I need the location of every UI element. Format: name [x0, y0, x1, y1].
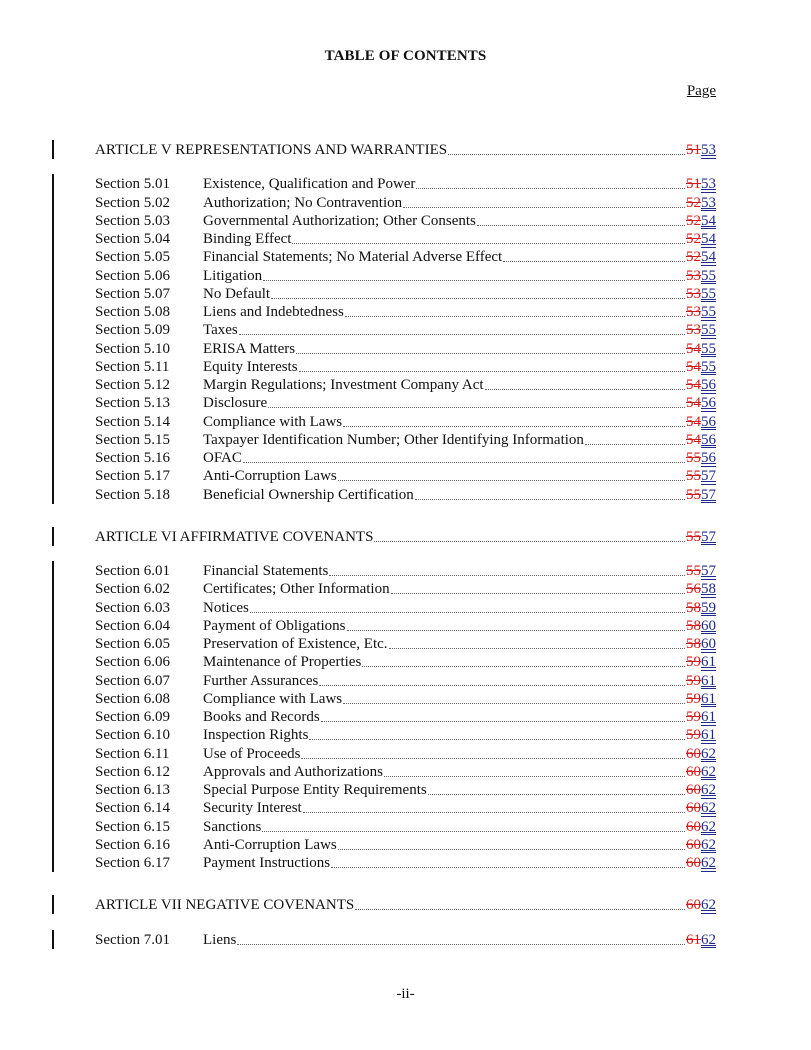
dot-leader — [477, 224, 685, 226]
deleted-page-number: 55 — [686, 486, 701, 503]
section-title: Payment Instructions — [203, 855, 331, 871]
toc-section-entry[interactable] — [95, 431, 716, 449]
section-title: Preservation of Existence, Etc. — [203, 636, 388, 652]
deleted-page-number: 59 — [686, 709, 701, 725]
inserted-page-number[interactable]: 62 — [701, 897, 716, 914]
section-title: Margin Regulations; Investment Company Act — [203, 377, 484, 393]
section-title: Approvals and Authorizations — [203, 763, 383, 780]
toc-section-entry[interactable] — [95, 726, 716, 744]
toc-section-entry[interactable] — [95, 818, 716, 836]
toc-section-entry[interactable] — [95, 449, 716, 467]
section-number: Section 7.01 — [95, 931, 170, 948]
article-title: ARTICLE V REPRESENTATIONS AND WARRANTIES — [95, 142, 448, 158]
dot-leader — [416, 187, 685, 189]
toc-section-entry[interactable] — [95, 248, 716, 266]
deleted-page-number: 61 — [686, 931, 701, 948]
section-number: Section 6.07 — [95, 672, 170, 689]
section-number: Section 6.10 — [95, 727, 170, 744]
dot-leader — [338, 479, 685, 481]
deleted-page-number: 54 — [686, 395, 701, 412]
toc-section-entry[interactable] — [95, 486, 716, 504]
section-title: Security Interest — [203, 800, 302, 817]
section-number: Section 5.09 — [95, 322, 170, 339]
dot-leader — [338, 848, 685, 850]
toc-section-entry[interactable] — [95, 230, 716, 248]
deleted-page-number: 53 — [686, 304, 701, 320]
section-number: Section 6.09 — [95, 709, 170, 725]
deleted-page-number: 60 — [686, 855, 701, 871]
inserted-page-number[interactable]: 56 — [701, 377, 716, 393]
dot-leader — [347, 629, 686, 631]
dot-leader — [403, 206, 685, 208]
deleted-page-number: 54 — [686, 358, 701, 375]
toc-section-entry[interactable] — [95, 617, 716, 635]
dot-leader — [237, 943, 685, 945]
toc-section-entry[interactable] — [95, 467, 716, 485]
section-number: Section 5.17 — [95, 468, 170, 485]
deleted-page-number: 54 — [686, 413, 701, 430]
deleted-page-number: 60 — [686, 800, 701, 817]
section-number: Section 5.18 — [95, 486, 170, 503]
inserted-page-number[interactable]: 53 — [701, 142, 716, 158]
section-number: Section 6.15 — [95, 818, 170, 835]
section-number: Section 5.16 — [95, 450, 170, 466]
section-number: Section 6.14 — [95, 800, 170, 817]
dot-leader — [343, 425, 685, 427]
deleted-page-number: 55 — [686, 468, 701, 485]
inserted-page-number[interactable]: 53 — [701, 194, 716, 211]
section-title: Liens and Indebtedness — [203, 304, 344, 320]
dot-leader — [503, 260, 685, 262]
inserted-page-number[interactable]: 54 — [701, 249, 716, 266]
dot-leader — [331, 866, 685, 868]
section-number: Section 6.12 — [95, 763, 170, 780]
deleted-page-number: 60 — [686, 745, 701, 762]
inserted-page-number[interactable]: 61 — [701, 690, 716, 707]
section-title: Maintenance of Properties — [203, 654, 362, 671]
section-number: Section 6.02 — [95, 581, 170, 598]
inserted-page-number[interactable]: 60 — [701, 636, 716, 652]
dot-leader — [309, 738, 685, 740]
article-title: ARTICLE VII NEGATIVE COVENANTS — [95, 897, 355, 914]
dot-leader — [299, 370, 685, 372]
section-number: Section 5.05 — [95, 249, 170, 266]
toc-section-entry[interactable] — [95, 285, 716, 303]
inserted-page-number[interactable]: 56 — [701, 431, 716, 448]
deleted-page-number: 52 — [686, 212, 701, 229]
dot-leader — [268, 406, 685, 408]
dot-leader — [585, 443, 685, 445]
inserted-page-number[interactable]: 60 — [701, 617, 716, 634]
section-number: Section 6.08 — [95, 690, 170, 707]
deleted-page-number: 60 — [686, 763, 701, 780]
dot-leader — [345, 315, 685, 317]
dot-leader — [243, 461, 685, 463]
section-number: Section 6.01 — [95, 563, 170, 579]
inserted-page-number[interactable]: 61 — [701, 654, 716, 671]
toc-section-entry[interactable] — [95, 799, 716, 817]
deleted-page-number: 59 — [686, 654, 701, 671]
section-title: Disclosure — [203, 395, 268, 412]
inserted-page-number[interactable]: 62 — [701, 782, 716, 798]
section-number: Section 5.11 — [95, 358, 170, 375]
deleted-page-number: 59 — [686, 672, 701, 689]
section-title: Payment of Obligations — [203, 617, 346, 634]
toc-section-entry[interactable] — [95, 931, 716, 949]
toc-section-entry[interactable] — [95, 340, 716, 358]
deleted-page-number: 54 — [686, 377, 701, 393]
dot-leader — [485, 388, 685, 390]
section-title: ERISA Matters — [203, 340, 296, 357]
toc-section-entry[interactable] — [95, 175, 716, 193]
toc-article-entry[interactable] — [95, 528, 716, 546]
deleted-page-number: 60 — [686, 897, 701, 914]
dot-leader — [384, 775, 685, 777]
section-number: Section 6.17 — [95, 855, 170, 871]
section-title: Notices — [203, 599, 249, 616]
toc-section-entry[interactable] — [95, 635, 716, 653]
section-number: Section 5.03 — [95, 212, 170, 229]
toc-section-entry[interactable] — [95, 599, 716, 617]
toc-section-entry[interactable] — [95, 267, 716, 285]
section-title: Equity Interests — [203, 358, 298, 375]
inserted-page-number[interactable]: 61 — [701, 709, 716, 725]
deleted-page-number: 52 — [686, 194, 701, 211]
inserted-page-number[interactable]: 62 — [701, 763, 716, 780]
section-number: Section 6.13 — [95, 782, 170, 798]
inserted-page-number[interactable]: 56 — [701, 450, 716, 466]
toc-section-entry[interactable] — [95, 690, 716, 708]
deleted-page-number: 55 — [686, 450, 701, 466]
article-title: ARTICLE VI AFFIRMATIVE COVENANTS — [95, 528, 374, 545]
toc-section-entry[interactable] — [95, 321, 716, 339]
toc-section-entry[interactable] — [95, 376, 716, 394]
inserted-page-number[interactable]: 56 — [701, 413, 716, 430]
section-title: OFAC — [203, 450, 242, 466]
section-title: Further Assurances — [203, 672, 319, 689]
dot-leader — [303, 811, 685, 813]
section-number: Section 5.10 — [95, 340, 170, 357]
section-number: Section 5.13 — [95, 395, 170, 412]
section-number: Section 5.07 — [95, 285, 170, 302]
revision-change-bar — [52, 561, 54, 872]
dot-leader — [321, 720, 685, 722]
toc-section-entry[interactable] — [95, 781, 716, 799]
section-number: Section 6.03 — [95, 599, 170, 616]
deleted-page-number: 52 — [686, 249, 701, 266]
dot-leader — [292, 242, 685, 244]
section-title: Financial Statements; No Material Adverse Effect — [203, 249, 503, 266]
inserted-page-number[interactable]: 61 — [701, 672, 716, 689]
deleted-page-number: 59 — [686, 690, 701, 707]
inserted-page-number[interactable]: 62 — [701, 818, 716, 835]
toc-section-entry[interactable] — [95, 358, 716, 376]
dot-leader — [329, 574, 685, 576]
dot-leader — [239, 333, 685, 335]
deleted-page-number: 56 — [686, 581, 701, 598]
toc-section-entry[interactable] — [95, 708, 716, 726]
section-title: Beneficial Ownership Certification — [203, 486, 414, 503]
section-number: Section 6.11 — [95, 745, 170, 762]
dot-leader — [263, 279, 685, 281]
section-title: Existence, Qualification and Power — [203, 176, 416, 193]
dot-leader — [389, 647, 685, 649]
inserted-page-number[interactable]: 59 — [701, 599, 716, 616]
toc-section-entry[interactable] — [95, 194, 716, 212]
inserted-page-number[interactable]: 55 — [701, 340, 716, 357]
section-number: Section 6.04 — [95, 617, 170, 634]
dot-leader — [319, 684, 685, 686]
dot-leader — [374, 540, 685, 542]
inserted-page-number[interactable]: 58 — [701, 581, 716, 598]
toc-section-entry[interactable] — [95, 745, 716, 763]
section-number: Section 5.15 — [95, 431, 170, 448]
toc-section-entry[interactable] — [95, 836, 716, 854]
section-title: No Default — [203, 285, 271, 302]
section-title: Binding Effect — [203, 231, 292, 247]
inserted-page-number[interactable]: 56 — [701, 395, 716, 412]
dot-leader — [391, 592, 685, 594]
inserted-page-number[interactable]: 55 — [701, 322, 716, 339]
inserted-page-number[interactable]: 61 — [701, 727, 716, 744]
deleted-page-number: 60 — [686, 818, 701, 835]
deleted-page-number: 53 — [686, 285, 701, 302]
section-number: Section 6.16 — [95, 836, 170, 853]
toc-section-entry[interactable] — [95, 212, 716, 230]
toc-article-entry[interactable] — [95, 896, 716, 914]
deleted-page-number: 53 — [686, 322, 701, 339]
deleted-page-number: 51 — [686, 176, 701, 193]
dot-leader — [362, 665, 685, 667]
section-title: Liens — [203, 931, 237, 948]
dot-leader — [250, 611, 685, 613]
inserted-page-number[interactable]: 57 — [701, 528, 716, 545]
section-title: Financial Statements — [203, 563, 329, 579]
section-title: Certificates; Other Information — [203, 581, 390, 598]
section-title: Compliance with Laws — [203, 690, 343, 707]
section-number: Section 5.12 — [95, 377, 170, 393]
toc-section-entry[interactable] — [95, 580, 716, 598]
revision-change-bar — [52, 527, 54, 546]
inserted-page-number[interactable]: 62 — [701, 800, 716, 817]
inserted-page-number[interactable]: 54 — [701, 212, 716, 229]
inserted-page-number[interactable]: 55 — [701, 285, 716, 302]
inserted-page-number[interactable]: 53 — [701, 176, 716, 193]
toc-section-entry[interactable] — [95, 763, 716, 781]
deleted-page-number: 59 — [686, 727, 701, 744]
revision-change-bar — [52, 895, 54, 914]
deleted-page-number: 52 — [686, 231, 701, 247]
deleted-page-number: 60 — [686, 836, 701, 853]
inserted-page-number[interactable]: 57 — [701, 563, 716, 579]
section-title: Anti-Corruption Laws — [203, 836, 337, 853]
section-number: Section 5.01 — [95, 176, 170, 193]
page-number-footer: -ii- — [396, 986, 415, 1002]
deleted-page-number: 55 — [686, 563, 701, 579]
deleted-page-number: 54 — [686, 431, 701, 448]
dot-leader — [428, 793, 685, 795]
toc-section-entry[interactable] — [95, 303, 716, 321]
section-number: Section 5.08 — [95, 304, 170, 320]
inserted-page-number[interactable]: 62 — [701, 855, 716, 871]
deleted-page-number: 58 — [686, 599, 701, 616]
deleted-page-number: 54 — [686, 340, 701, 357]
dot-leader — [415, 498, 685, 500]
dot-leader — [271, 297, 685, 299]
section-title: Governmental Authorization; Other Consents — [203, 212, 476, 229]
section-number: Section 6.05 — [95, 636, 170, 652]
revision-change-bar — [52, 930, 54, 949]
section-number: Section 5.06 — [95, 267, 170, 284]
deleted-page-number: 55 — [686, 528, 701, 545]
toc-section-entry[interactable] — [95, 394, 716, 412]
deleted-page-number: 58 — [686, 617, 701, 634]
inserted-page-number[interactable]: 62 — [701, 836, 716, 853]
dot-leader — [355, 908, 685, 910]
section-number: Section 5.14 — [95, 413, 170, 430]
dot-leader — [296, 352, 685, 354]
section-title: Taxpayer Identification Number; Other Identifying Information — [203, 431, 584, 448]
inserted-page-number[interactable]: 55 — [701, 304, 716, 320]
inserted-page-number[interactable]: 62 — [701, 931, 716, 948]
toc-section-entry[interactable] — [95, 562, 716, 580]
inserted-page-number[interactable]: 57 — [701, 486, 716, 503]
dot-leader — [448, 153, 685, 155]
section-number: Section 6.06 — [95, 654, 170, 671]
inserted-page-number[interactable]: 62 — [701, 745, 716, 762]
toc-section-entry[interactable] — [95, 653, 716, 671]
revision-change-bar — [52, 140, 54, 159]
inserted-page-number[interactable]: 57 — [701, 468, 716, 485]
section-number: Section 5.04 — [95, 231, 170, 247]
section-title: Sanctions — [203, 818, 262, 835]
dot-leader — [262, 830, 685, 832]
dot-leader — [301, 757, 685, 759]
section-title: Taxes — [203, 322, 238, 339]
section-title: Use of Proceeds — [203, 745, 301, 762]
section-title: Anti-Corruption Laws — [203, 468, 337, 485]
dot-leader — [343, 702, 685, 704]
toc-section-entry[interactable] — [95, 413, 716, 431]
section-title: Inspection Rights — [203, 727, 309, 744]
deleted-page-number: 60 — [686, 782, 701, 798]
revision-change-bar — [52, 174, 54, 503]
section-title: Books and Records — [203, 709, 320, 725]
toc-section-entry[interactable] — [95, 672, 716, 690]
page-column-header: Page — [686, 83, 716, 99]
section-title: Litigation — [203, 267, 263, 284]
inserted-page-number[interactable]: 55 — [701, 358, 716, 375]
deleted-page-number: 53 — [686, 267, 701, 284]
inserted-page-number[interactable]: 55 — [701, 267, 716, 284]
section-title: Compliance with Laws — [203, 413, 343, 430]
deleted-page-number: 51 — [686, 142, 701, 158]
section-title: Authorization; No Contravention — [203, 194, 403, 211]
toc-article-entry[interactable] — [95, 141, 716, 159]
deleted-page-number: 58 — [686, 636, 701, 652]
toc-title: TABLE OF CONTENTS — [324, 48, 487, 64]
inserted-page-number[interactable]: 54 — [701, 231, 716, 247]
toc-section-entry[interactable] — [95, 854, 716, 872]
section-number: Section 5.02 — [95, 194, 170, 211]
section-title: Special Purpose Entity Requirements — [203, 782, 427, 798]
